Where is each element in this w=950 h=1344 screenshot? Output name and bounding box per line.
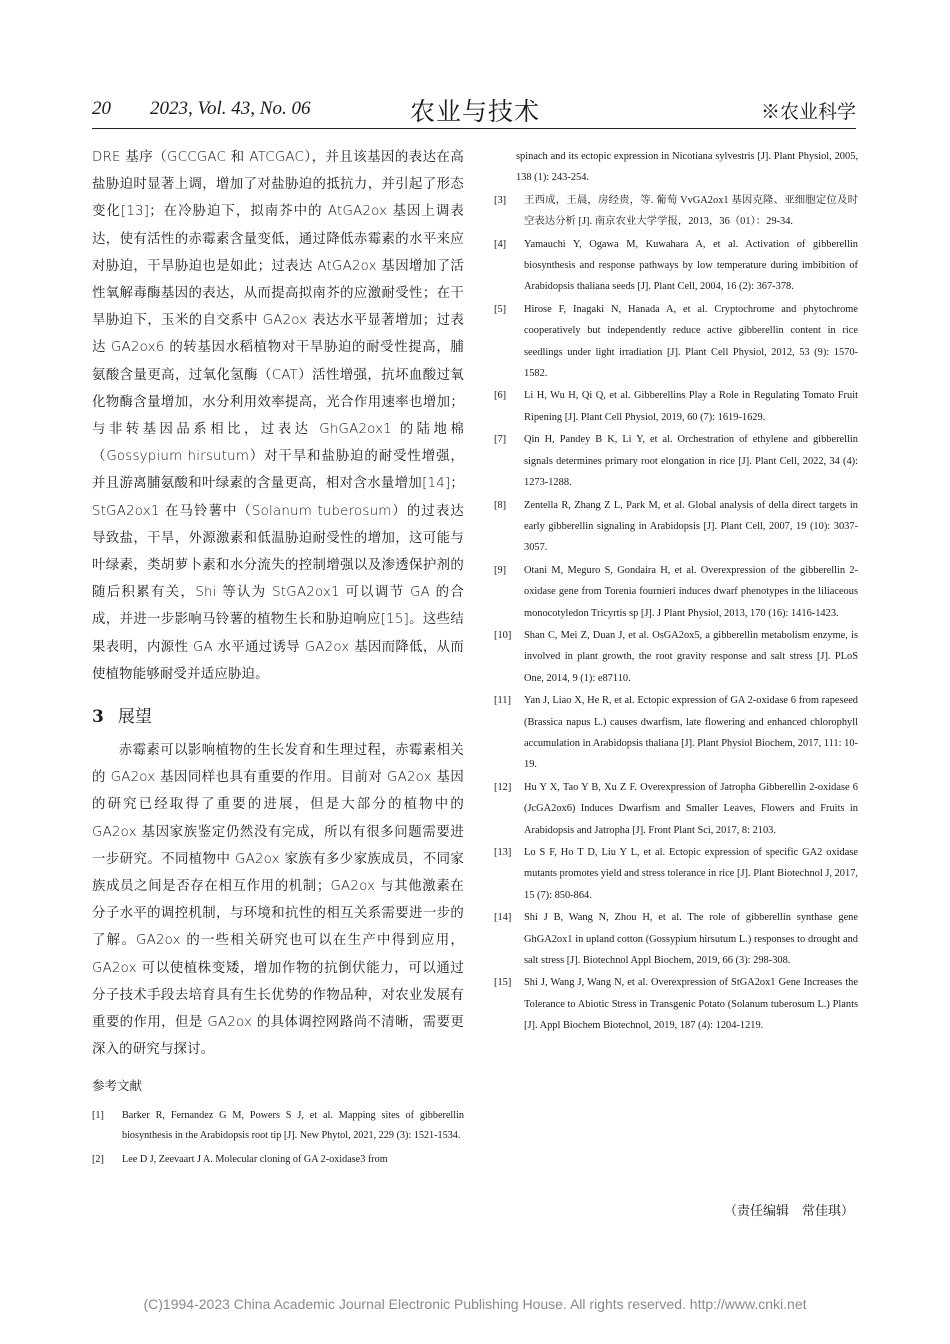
reference-text: Lo S F, Ho T D, Liu Y L, et al. Ectopic expression of specific GA2 oxidase mutants promotes yield and stress tolerance in rice [J]. Plant Biotechnol J, 2017, 15 (7): 850-864. [524,847,858,901]
reference-text: Zentella R, Zhang Z L, Park M, et al. Global analysis of della direct targets in early gibberellin signaling in Arabidopsis [J]. Plant Cell, 2007, 19 (10): 3037-3057. [524,499,858,554]
reference-number: [3] [494,194,507,206]
reference-continuation: spinach and its ectopic expression in Nicotiana sylvestris [J]. Plant Physiol, 2005, 138 (1): 243-254. [516,151,858,184]
reference-text: Hu Y X, Tao Y B, Xu Z F. Overexpression of Jatropha Gibberellin 2-oxidase 6 (JcGA2ox6) Induces Dwarfism and Smaller Leaves, Flowers and Fruits in Arabidopsis and Jatropha [J]. Front Plant Sci, 2017, 8: 2103. [524,781,858,836]
reference-number: [4] [494,238,507,250]
reference-item [494,429,858,493]
reference-number: [9] [494,564,507,576]
reference-text: Yamauchi Y, Ogawa M, Kuwahara A, et al. Activation of gibberellin biosynthesis and response pathways by low temperature during imbibition of Arabidopsis thaliana seeds [J]. Plant Cell, 2004, 16 (2): 367-378. [524,238,858,293]
references-title: 参考文献 [92,1077,143,1093]
section-number: 3 [92,707,104,728]
reference-number: [10] [494,629,512,641]
copyright-footer: (C)1994-2023 China Academic Journal Electronic Publishing House. All rights reserved. http://www.cnki.net [143,1296,807,1312]
reference-text: Otani M, Meguro S, Gondaira H, et al. Overexpression of the gibberellin 2-oxidase gene from Torenia fournieri induces dwarf phenotypes in the liliaceous monocotyledon Tricyrtis sp [J]. J Plant Physiol, 2013, 170 (16): 1416-1423. [524,564,858,619]
reference-number: [15] [494,977,512,989]
reference-number: [11] [494,695,511,707]
body-text-continued [92,144,464,688]
volume-info: 2023, Vol. 43, No. 06 [150,98,311,119]
section-title: 展望 [117,707,152,728]
left-column [92,144,464,1173]
reference-item [494,777,858,841]
reference-item [494,385,858,428]
reference-item [92,1150,464,1171]
reference-text: Qin H, Pandey B K, Li Y, et al. Orchestration of ethylene and gibberellin signals determines primary root elongation in rice [J]. Plant Cell, 2022, 34 (4): 1273-1288. [524,434,858,489]
reference-number: [5] [494,303,507,315]
running-header [92,96,856,128]
reference-text: Shi J, Wang J, Wang N, et al. Overexpression of StGA2ox1 Gene Increases the Tolerance to Abiotic Stress in Transgenic Potato (Solanum tuberosum L.) Plants [J]. Appl Biochem Biotechnol, 2019, 187 (4): 1204-1219. [524,977,858,1032]
reference-item [494,495,858,559]
references-list-left [92,1106,464,1171]
reference-item [494,972,858,1036]
reference-item [494,299,858,385]
reference-number: [7] [494,434,507,446]
section-heading [92,702,464,727]
reference-number: [6] [494,390,507,402]
reference-item [494,842,858,906]
reference-item [494,560,858,624]
right-column [494,146,858,1038]
reference-text: Lee D J, Zeevaart J A. Molecular cloning of GA 2-oxidase3 from [122,1153,388,1165]
page-number: 20 [92,98,111,119]
section-label: ※农业科学 [760,101,856,123]
reference-item [494,907,858,971]
reference-text: Yan J, Liao X, He R, et al. Ectopic expression of GA 2-oxidase 6 from rapeseed (Brassica napus L.) causes dwarfism, late flowering and enhanced chlorophyll accumulation in Arabidopsis thaliana [J]. Plant Physiol Biochem, 2017, 111: 10-19. [524,695,858,771]
reference-item [92,1106,464,1147]
reference-text: 王西成，王晨，房经贵，等. 葡萄 VvGA2ox1 基因克隆、亚细胞定位及时空表达分析 [J]. 南京农业大学学报，2013，36（01）：29-34. [524,194,858,228]
reference-text: Shi J B, Wang N, Zhou H, et al. The role of gibberellin synthase gene GhGA2ox1 in upland cotton (Gossypium hirsutum L.) responses to drought and salt stress [J]. Biotechnol Appl Biochem, 2019, 66 (3): 298-308. [524,912,858,967]
paragraph: 赤霉素可以影响植物的生长发育和生理过程，赤霉素相关的 GA2ox 基因同样也具有重要的作用。目前对 GA2ox 基因的研究已经取得了重要的进展，但是大部分的植物中的 GA2ox 基因家族鉴定仍然没有完成，所以有很多问题需要进一步研究。不同植物中 GA2ox 家族有多少家族成员，不同家族成员之间是否存在相互作用的机制；GA2ox 与其他激素在分子水平的调控机制，与环境和抗性的相互关系需要进一步的了解。GA2ox 的一些相关研究也可以在生产中得到应用，GA2ox 可以使植株变矮，增加作物的抗倒伏能力，可以通过分子技术手段去培育具有生长优势的作物品种，对农业发展有重要的作用，但是 GA2ox 的具体调控网路尚不清晰，需要更深入的研究与探讨。 [92,743,464,1058]
journal-title: 农业与技术 [410,97,541,126]
reference-item [494,190,858,233]
reference-item [494,625,858,689]
editor-note: （责任编辑 常佳琪） [723,1204,854,1219]
reference-text: Barker R, Fernandez G M, Powers S J, et al. Mapping sites of gibberellin biosynthesis in the Arabidopsis root tip [J]. New Phytol, 2021, 229 (3): 1521-1534. [122,1109,464,1142]
section-body [92,737,464,1063]
header-rule [92,128,856,129]
reference-number: [12] [494,781,512,793]
reference-number: [2] [92,1153,104,1165]
reference-text: Hirose F, Inagaki N, Hanada A, et al. Cryptochrome and phytochrome cooperatively but independently reduce active gibberellin content in rice seedlings under light irradiation [J]. Plant Cell Physiol, 2012, 53 (9): 1570-1582. [524,303,858,380]
reference-item [494,234,858,298]
reference-number: [13] [494,847,512,858]
reference-number: [14] [494,912,512,924]
paragraph: DRE 基序（GCCGAC 和 ATCGAC），并且该基因的表达在高盐胁迫时显著上调，增加了对盐胁迫的抵抗力，并引起了形态变化[13]；在冷胁迫下，拟南芥中的 AtGA2ox 基因上调表达，使有活性的赤霉素含量变低，通过降低赤霉素的水平来应对胁迫，干旱胁迫也是如此；过表达 AtGA2ox 基因增加了活性氧解毒酶基因的表达，从而提高拟南芥的应激耐受性；在干旱胁迫下，玉米的自交系中 GA2ox 表达水平显著增加；过表达 GA2ox6 的转基因水稻植物对干旱胁迫的耐受性提高，脯氨酸含量更高，过氧化氢酶（CAT）活性增强，抗坏血酸过氧化物酶含量增加，水分利用效率提高，光合作用速率也增加；与非转基因品系相比，过表达 GhGA2ox1 的陆地棉（Gossypium hirsutum）对干旱和盐胁迫的耐受性增强，并且游离脯氨酸和叶绿素的含量更高，相对含水量增加[14]；StGA2ox1 在马铃薯中（Solanum tuberosum）的过表达导致盐，干旱，外源激素和低温胁迫耐受性的增加，这可能与叶绿素，类胡萝卜素和水分流失的控制增强以及渗透保护剂的随后积累有关，Shi 等认为 StGA2ox1 可以调节 GA 的合成，并进一步影响马铃薯的植物生长和胁迫响应[15]。这些结果表明，内源性 GA 水平通过诱导 GA2ox 基因而降低，从而使植物能够耐受并适应胁迫。 [92,150,464,682]
reference-number: [1] [92,1109,104,1121]
reference-text: Shan C, Mei Z, Duan J, et al. OsGA2ox5, a gibberellin metabolism enzyme, is involved in plant growth, the root gravity response and salt stress [J]. PLoS One, 2014, 9 (1): e87110. [524,629,858,684]
reference-number: [8] [494,499,507,511]
reference-text: Li H, Wu H, Qi Q, et al. Gibberellins Play a Role in Regulating Tomato Fruit Ripening [J]. Plant Cell Physiol, 2019, 60 (7): 1619-1629. [524,390,858,423]
reference-item [494,690,858,776]
